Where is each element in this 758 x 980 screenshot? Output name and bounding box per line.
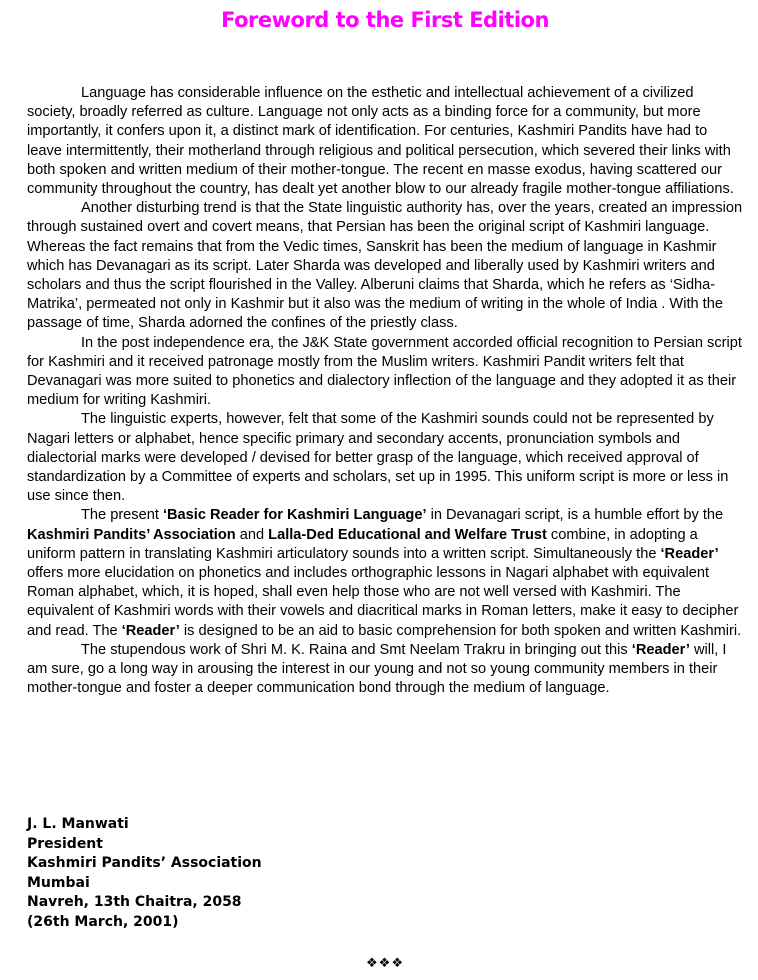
association-name-bold: Kashmiri Pandits’ Association	[27, 526, 236, 543]
signature-block	[27, 815, 262, 933]
text-run: will, I am sure, go a long way in arousing the interest in our young and not so young community members in their mother-tongue and foster a deeper communication bond through the medium of language.	[27, 641, 727, 697]
text-run: is designed to be an aid to basic comprehension for both spoken and written Kashmiri.	[179, 622, 742, 639]
signatory-organization: Kashmiri Pandits’ Association	[27, 855, 262, 872]
text-run: The present	[81, 507, 163, 524]
reader-bold: ‘Reader’	[631, 641, 690, 658]
paragraph-4: The linguistic experts, however, felt that some of the Kashmiri sounds could not be represented by Nagari letters or alphabet, hence specific primary and secondary accents, pronunciation symbols and dialectorial marks were developed / devised for better grasp of the language, which received approval of standardization by a Committee of experts and scholars, set up in 1995. This uniform script is more or less in use since then.	[27, 411, 729, 505]
reader-bold: ‘Reader’	[121, 622, 180, 639]
signatory-city: Mumbai	[27, 874, 90, 891]
text-run: and	[235, 526, 269, 543]
paragraph-1: Language has considerable influence on the esthetic and intellectual achievement of a civilized society, broadly referred as culture. Language not only acts as a binding force for a community, but more importantly, it confers upon it, a distinct mark of identification. For centuries, Kashmiri Pandits have had to leave intermittently, their motherland through religious and political persecution, which severed their links with both spoken and written medium of their mother-tongue. The recent en masse exodus, having scattered our community throughout the country, has dealt yet another blow to our already fragile mother-tongue affiliations.	[27, 85, 734, 198]
book-title-bold: ‘Basic Reader for Kashmiri Language’	[162, 507, 427, 524]
reader-bold: ‘Reader’	[660, 545, 719, 562]
trust-name-bold: Lalla-Ded Educational and Welfare Trust	[268, 526, 547, 543]
signatory-name: J. L. Manwati	[27, 816, 129, 832]
end-ornament-icon: ❖❖❖	[366, 956, 404, 971]
signatory-role: President	[27, 835, 103, 852]
text-run: offers more elucidation on phonetics and includes orthographic lessons in Nagari alphabet with equivalent Roman alphabet, which, it is hoped, shall even help those who are not well versed with Kashmiri. The equivalent of Kashmiri words with their vowels and diacritical marks in Roman letters, make it easy to decipher and read. The	[27, 565, 739, 639]
page-title: Foreword to the First Edition	[221, 8, 549, 32]
text-run: The stupendous work of Shri M. K. Raina and Smt Neelam Trakru in bringing out this	[81, 641, 632, 658]
paragraph-5	[27, 506, 743, 640]
text-run: in Devanagari script, is a humble effort by the	[426, 507, 724, 524]
paragraph-3: In the post independence era, the J&K State government accorded official recognition to Persian script for Kashmiri and it received patronage mostly from the Muslim writers. Kashmiri Pandit writers felt that Devanagari was more suited to phonetics and dialectory inflection of the language and they adopted it as their medium for writing Kashmiri.	[27, 334, 742, 409]
signature-date: Navreh, 13th Chaitra, 2058	[27, 894, 242, 911]
paragraph-2: Another disturbing trend is that the State linguistic authority has, over the years, created an impression through sustained overt and covert means, that Persian has been the original script of Kashmiri language. Whereas the fact remains that from the Vedic times, Sanskrit has been the medium of language in Kashmir which has Devanagari as its script. Later Sharda was developed and liberally used by Kashmiri writers and scholars and thus the script flourished in the Valley. Alberuni claims that Sharda, which he refers as ‘Sidha-Matrika’, permeated not only in Kashmir but it also was the medium of writing in the whole of India . With the passage of time, Sharda adorned the confines of the priestly class.	[27, 200, 743, 332]
signature-date-gregorian: (26th March, 2001)	[27, 913, 179, 930]
foreword-body	[27, 84, 743, 699]
paragraph-6	[27, 641, 743, 699]
text-run: combine, in adopting a uniform pattern in translating Kashmiri articulatory sounds into a written script. Simultaneously the	[27, 526, 698, 562]
